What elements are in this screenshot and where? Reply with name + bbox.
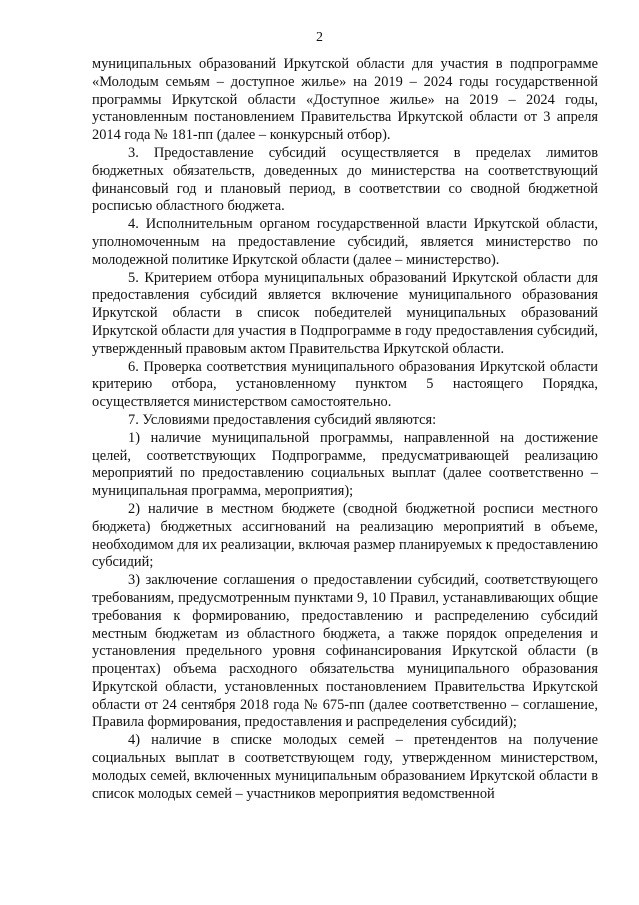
paragraph-condition-3: 3) заключение соглашения о предоставлении субсидий, соответствующего требованиям, предусмотренным пунктами 9, 10 Правил, устанавливающих общие требования к формированию, предоставлению и распределению субсидий местным бюджетам из областного бюджета, а также порядок определения и установления предельного уровня софинансирования Иркутской области (в процентах) объема расходного обязательства муниципального образования Иркутской области, установленных постановлением Правительства Иркутской области от 24 сентября 2018 года № 675-пп (далее соответственно – соглашение, Правила формирования, предоставления и распределения субсидий); (92, 572, 598, 731)
paragraph-item-6: 6. Проверка соответствия муниципального образования Иркутской области критерию отбора, установленному пунктом 5 настоящего Порядка, осуществляется министерством самостоятельно. (92, 358, 598, 411)
paragraph-item-3: 3. Предоставление субсидий осуществляется в пределах лимитов бюджетных обязательств, доведенных до министерства на соответствующий финансовый год и плановый период, в соответствии со сводной бюджетной росписью областного бюджета. (92, 144, 598, 215)
paragraph-condition-1: 1) наличие муниципальной программы, направленной на достижение целей, соответствующих Подпрограмме, предусматривающей реализацию мероприятий по предоставлению социальных выплат (далее соответственно – муниципальная программа, мероприятия); (92, 429, 598, 500)
paragraph-item-7: 7. Условиями предоставления субсидий являются: (128, 411, 437, 428)
document-body (92, 56, 598, 803)
paragraph-competitive-selection: муниципальных образований Иркутской области для участия в подпрограмме «Молодым семьям – доступное жилье» на 2019 – 2024 годы государственной программы Иркутской области «Доступное жилье» на 2019 – 2024 годы, установленным постановлением Правительства Иркутской области от 3 апреля 2014 года № 181-пп (далее – конкурсный отбор). (92, 56, 598, 144)
paragraph-item-4: 4. Исполнительным органом государственной власти Иркутской области, уполномоченным на предоставление субсидий, является министерство по молодежной политике Иркутской области (далее – министерство). (92, 216, 598, 268)
paragraph-condition-2: 2) наличие в местном бюджете (сводной бюджетной росписи местного бюджета) бюджетных ассигнований на реализацию мероприятий в объеме, необходимом для их реализации, включая размер планируемых к предоставлению субсидий; (92, 500, 598, 571)
page-number: 2 (316, 30, 323, 45)
paragraph-item-5: 5. Критерием отбора муниципальных образований Иркутской области для предоставления субсидий является включение муниципального образования Иркутской области в список победителей муниципальных образований Иркутской области для участия в Подпрограмме в году предоставления субсидий, утвержденный правовым актом Правительства Иркутской области. (92, 269, 598, 357)
paragraph-condition-4: 4) наличие в списке молодых семей – претендентов на получение социальных выплат в соответствующем году, утвержденном министерством, молодых семей, включенных муниципальным образованием Иркутской области в список молодых семей – участников мероприятия ведомственной (92, 732, 598, 802)
